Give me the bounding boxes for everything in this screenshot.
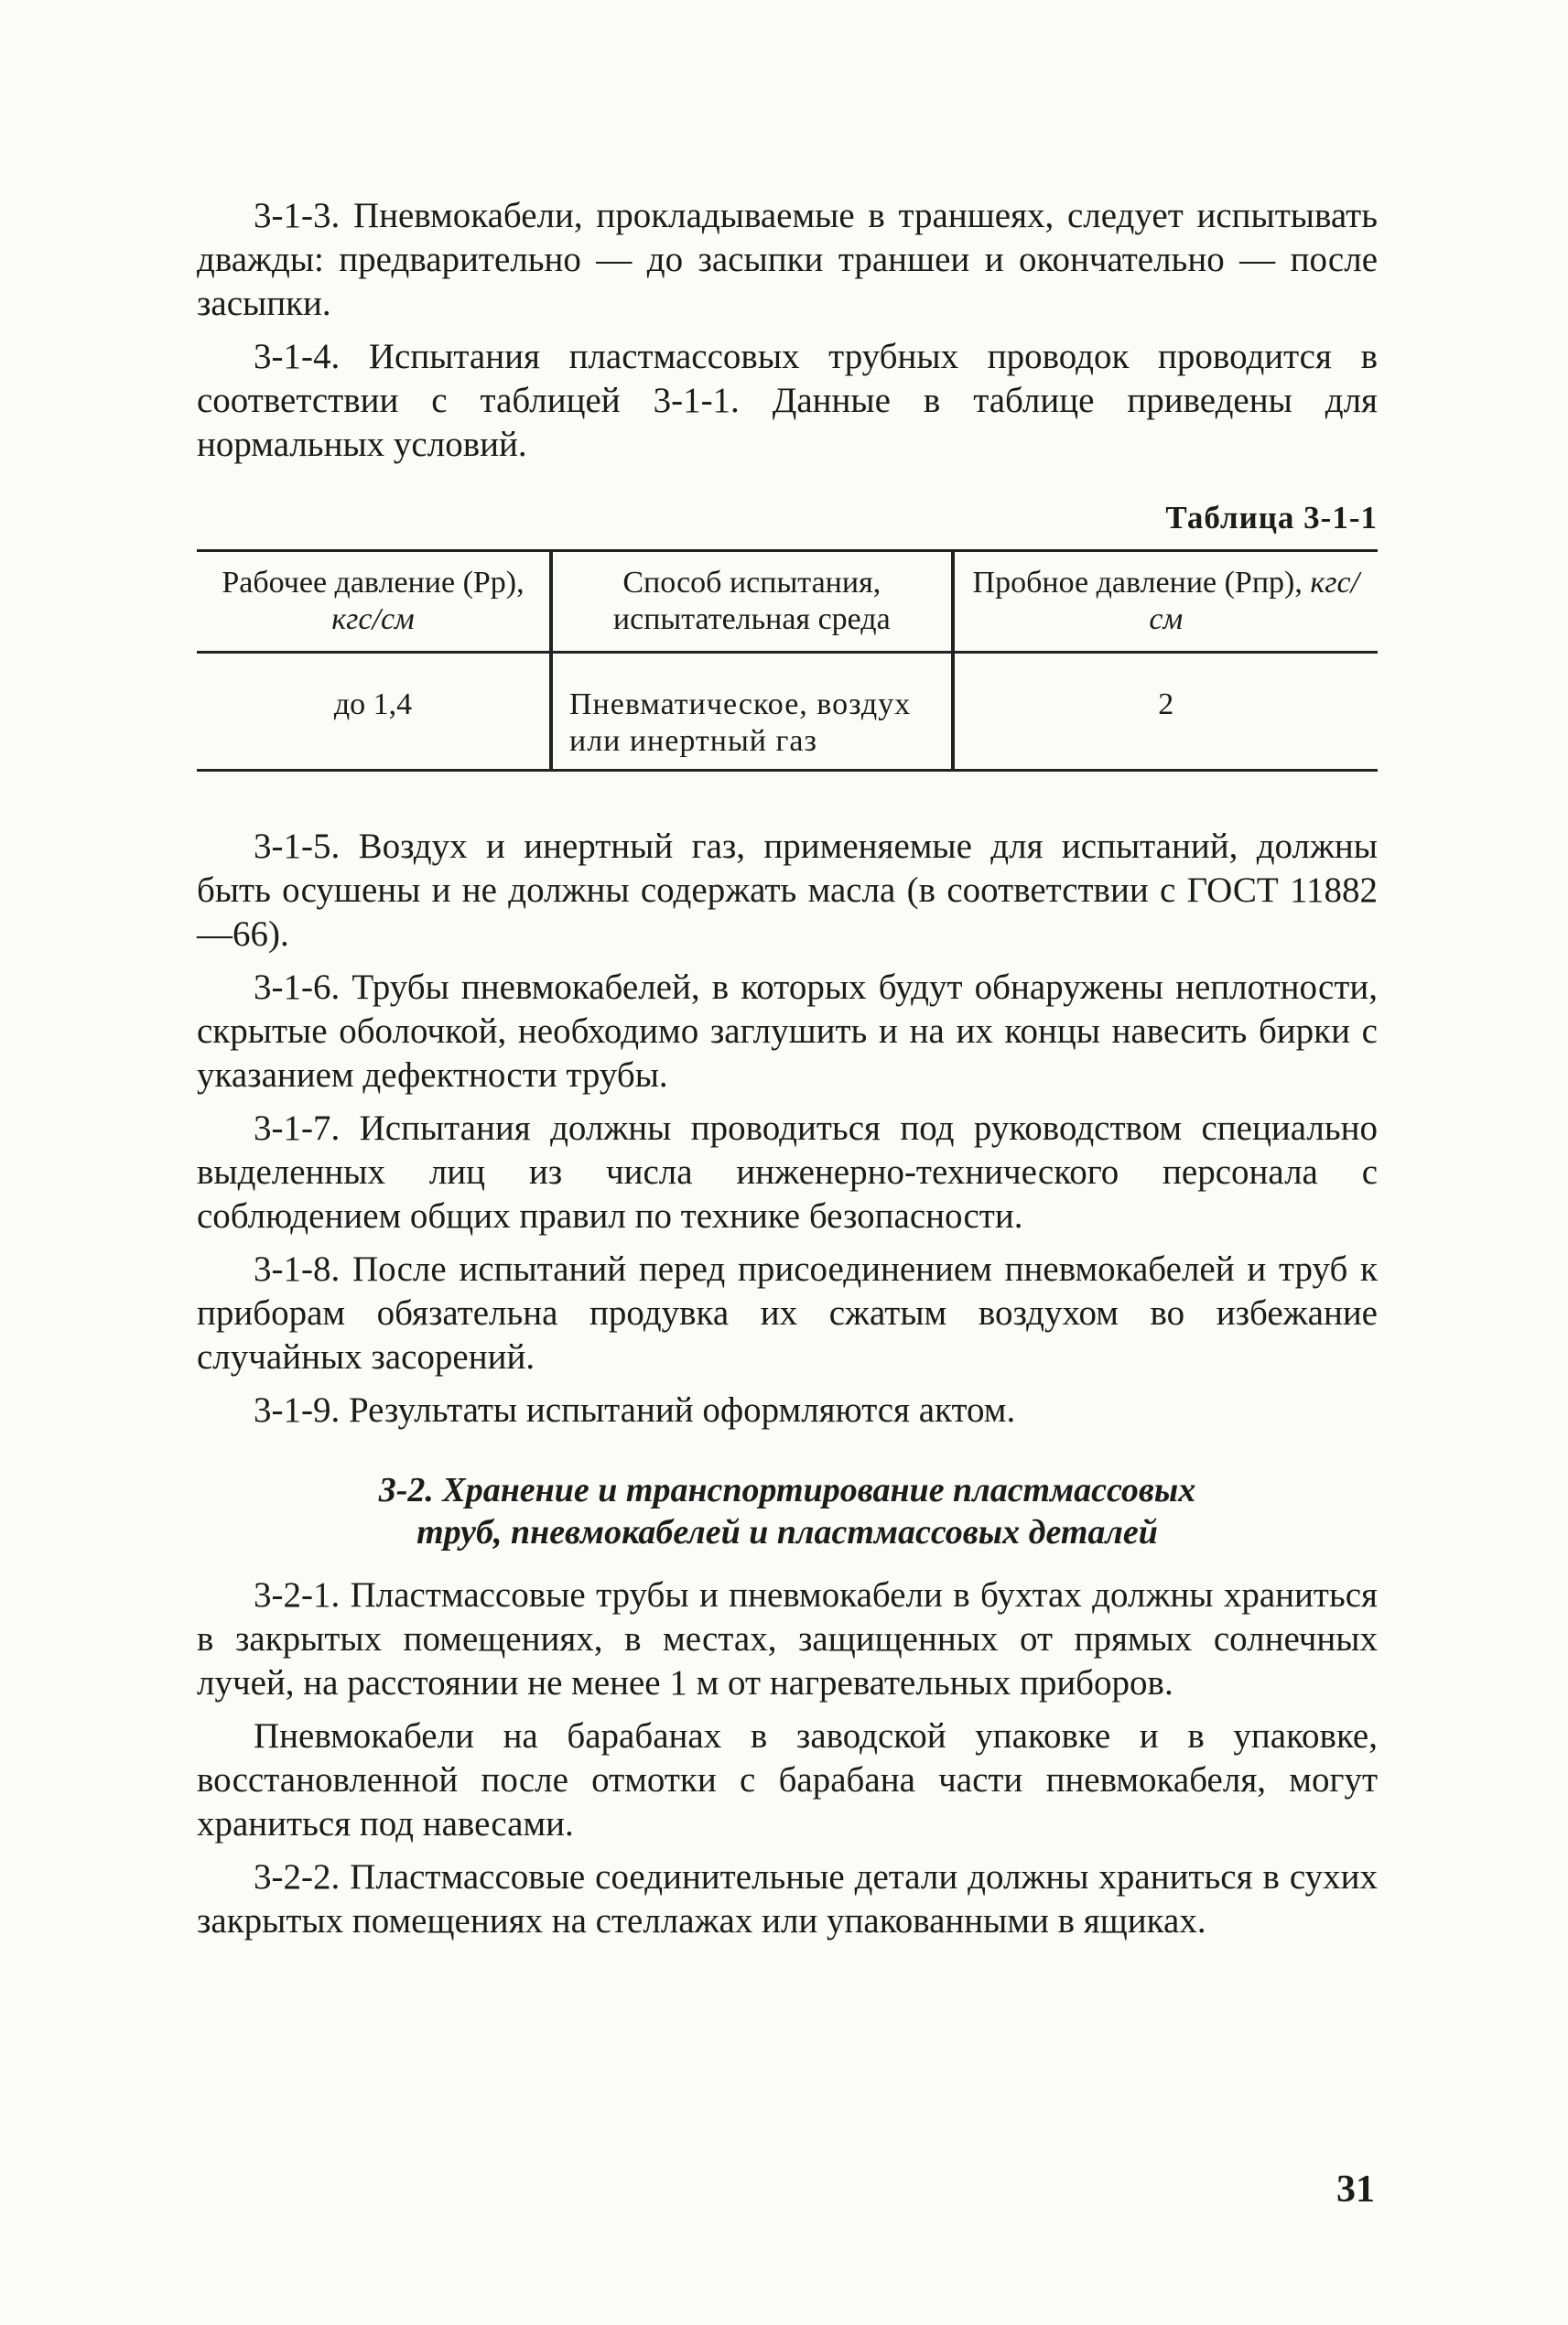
test-pressure-table (197, 549, 1378, 772)
paragraph-3-2-1: 3-2-1. Пластмассовые трубы и пневмокабели в бухтах должны храниться в закрытых помещениях, в местах, защищенных от прямых солнечных лучей, на расстоянии не менее 1 м от нагревательных приборов. (197, 1575, 1378, 1703)
header-test-pressure: Пробное давление (Рпр), кгс/см (972, 566, 1360, 636)
section-heading-line-1: 3-2. Хранение и транспортирование пластмассовых (378, 1471, 1196, 1509)
section-heading-line-2: труб, пневмокабелей и пластмассовых деталей (416, 1513, 1158, 1552)
paragraph-3-1-4: 3-1-4. Испытания пластмассовых трубных проводок проводится в соответствии с таблицей 3-1-1. Данные в таблице приведены для нормальных условий. (197, 337, 1378, 464)
section-heading (197, 1469, 1378, 1553)
paragraph-pneumocables-drums: Пневмокабели на барабанах в заводской упаковке и в упаковке, восстановленной после отмотки с барабана части пневмокабеля, могут храниться под навесами. (197, 1716, 1378, 1844)
header-unit: кгс/см (1149, 566, 1360, 636)
header-test-method: Способ испытания, испытательная среда (551, 551, 953, 653)
cell-test-method: Пневматическое, воздух или инертный газ (551, 653, 953, 771)
paragraph-3-1-8: 3-1-8. После испытаний перед присоединением пневмокабелей и труб к приборам обязательна продувка их сжатым воздухом во избежание случайных засорений. (197, 1249, 1378, 1377)
paragraph-3-1-9: 3-1-9. Результаты испытаний оформляются актом. (254, 1390, 1016, 1430)
paragraph-3-1-3: 3-1-3. Пневмокабели, прокладываемые в траншеях, следует испытывать дважды: предварительно — до засыпки траншеи и окончательно — после засыпки. (197, 196, 1378, 323)
paragraph-3-1-7: 3-1-7. Испытания должны проводиться под руководством специально выделенных лиц из числа инженерно-технического персонала с соблюдением общих правил по технике безопасности. (197, 1108, 1378, 1236)
cell-test-pressure: 2 (1158, 687, 1174, 721)
paragraph-3-2-2: 3-2-2. Пластмассовые соединительные детали должны храниться в сухих закрытых помещениях на стеллажах или упакованными в ящиках. (197, 1857, 1378, 1941)
paragraph-3-1-6: 3-1-6. Трубы пневмокабелей, в которых будут обнаружены неплотности, скрытые оболочкой, необходимо заглушить и на их концы навесить бирки с указанием дефектности трубы. (197, 968, 1378, 1095)
header-unit: кгс/см (331, 602, 415, 636)
paragraph-3-1-5: 3-1-5. Воздух и инертный газ, применяемые для испытаний, должны быть осушены и не должны содержать масла (в соответствии с ГОСТ 11882—66). (197, 827, 1378, 954)
header-working-pressure: Рабочее давление (Рр), кгс/см (222, 566, 524, 636)
table-caption: Таблица 3-1-1 (1165, 500, 1378, 535)
table-header-row (197, 551, 1378, 653)
page-number: 31 (1336, 2168, 1375, 2211)
table-row (197, 653, 1378, 771)
cell-working-pressure: до 1,4 (333, 687, 413, 721)
page-content (197, 194, 1378, 1952)
